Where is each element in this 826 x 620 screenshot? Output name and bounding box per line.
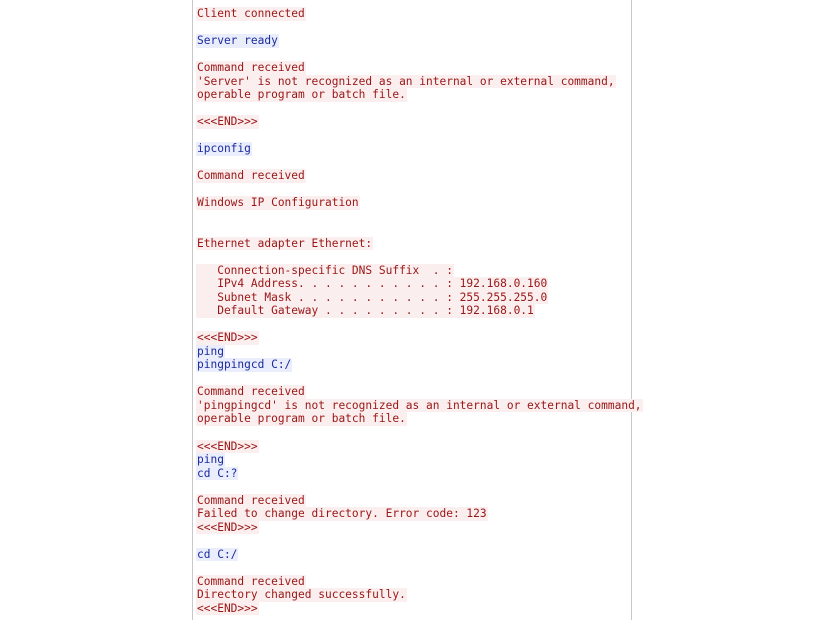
console-output-line — [193, 291, 631, 305]
console-blank-line — [193, 318, 631, 332]
console-line-text: cd C:? — [197, 466, 238, 480]
console-input-line — [193, 142, 631, 156]
console-line-text: <<<END>>> — [197, 115, 258, 129]
console-output-line — [193, 575, 631, 589]
console-line-text: cd C:/ — [197, 547, 238, 561]
console-line-text: Command received — [197, 61, 305, 75]
console-input-line — [193, 358, 631, 372]
console-line-text: Command received — [197, 574, 305, 588]
console-line-text: IPv4 Address. . . . . . . . . . . : 192.168.0.160 — [197, 277, 548, 291]
console-output-line — [193, 440, 631, 454]
console-line-text: <<<END>>> — [197, 520, 258, 534]
console-line-text: Server ready — [197, 34, 278, 48]
console-input-line — [193, 453, 631, 467]
console-line-text: ping — [197, 453, 224, 467]
console-line-text: Default Gateway . . . . . . . . . : 192.168.0.1 — [197, 304, 534, 318]
console-line-text: Directory changed successfully. — [197, 588, 406, 602]
console-blank-line — [193, 223, 631, 237]
console-output-line — [193, 7, 631, 21]
console-input-line — [193, 34, 631, 48]
console-line-text: 'Server' is not recognized as an internal or external command, — [197, 74, 615, 88]
console-output-line — [193, 277, 631, 291]
console-blank-line — [193, 156, 631, 170]
console-log — [192, 0, 642, 620]
console-blank-line — [193, 426, 631, 440]
console-line-text: Command received — [197, 493, 305, 507]
console-line-text: <<<END>>> — [197, 331, 258, 345]
console-output-line — [193, 507, 631, 521]
console-blank-line — [193, 534, 631, 548]
console-line-text: ipconfig — [197, 142, 251, 156]
console-blank-line — [193, 48, 631, 62]
console-line-text: Client connected — [197, 7, 305, 20]
console-output-line — [193, 331, 631, 345]
console-line-text: Subnet Mask . . . . . . . . . . . : 255.255.255.0 — [197, 290, 548, 304]
console-line-text: Failed to change directory. Error code: 123 — [197, 507, 487, 521]
console-line-text: Command received — [197, 169, 305, 183]
console-input-line — [193, 345, 631, 359]
console-blank-line — [193, 561, 631, 575]
console-blank-line — [193, 372, 631, 386]
console-line-text: operable program or batch file. — [197, 88, 406, 102]
console-line-text: Connection-specific DNS Suffix . : — [197, 263, 453, 277]
console-input-line — [193, 467, 631, 481]
console-line-text: ping — [197, 344, 224, 358]
console-line-text: <<<END>>> — [197, 439, 258, 453]
console-output-line — [193, 602, 631, 616]
console-output-line — [193, 237, 631, 251]
console-line-text: Ethernet adapter Ethernet: — [197, 236, 373, 250]
console-output-line — [193, 398, 642, 413]
console-output-line — [193, 115, 631, 129]
console-line-text: Command received — [197, 385, 305, 399]
console-output-line — [193, 196, 631, 210]
console-blank-line — [193, 129, 631, 143]
console-line-text: operable program or batch file. — [197, 412, 406, 426]
console-blank-line — [193, 21, 631, 35]
console-line-text: <<<END>>> — [197, 601, 258, 615]
console-output-line — [193, 88, 631, 102]
console-output-line — [193, 61, 631, 75]
console-output-line — [193, 264, 631, 278]
console-line-text: pingpingcd C:/ — [197, 358, 292, 372]
console-output-line — [193, 494, 631, 508]
console-output-line — [193, 412, 631, 426]
console-line-text: Windows IP Configuration — [197, 196, 359, 210]
console-blank-line — [193, 102, 631, 116]
console-output-line — [193, 588, 631, 602]
console-input-line — [193, 548, 631, 562]
console-output-line — [193, 385, 631, 399]
console-output-line — [193, 304, 631, 318]
console-blank-line — [193, 183, 631, 197]
console-output-line — [193, 521, 631, 535]
console-line-text: 'pingpingcd' is not recognized as an internal or external command, — [197, 398, 642, 412]
console-output-line — [193, 169, 631, 183]
console-blank-line — [193, 250, 631, 264]
console-blank-line — [193, 210, 631, 224]
console-output-line — [193, 75, 631, 89]
console-blank-line — [193, 480, 631, 494]
